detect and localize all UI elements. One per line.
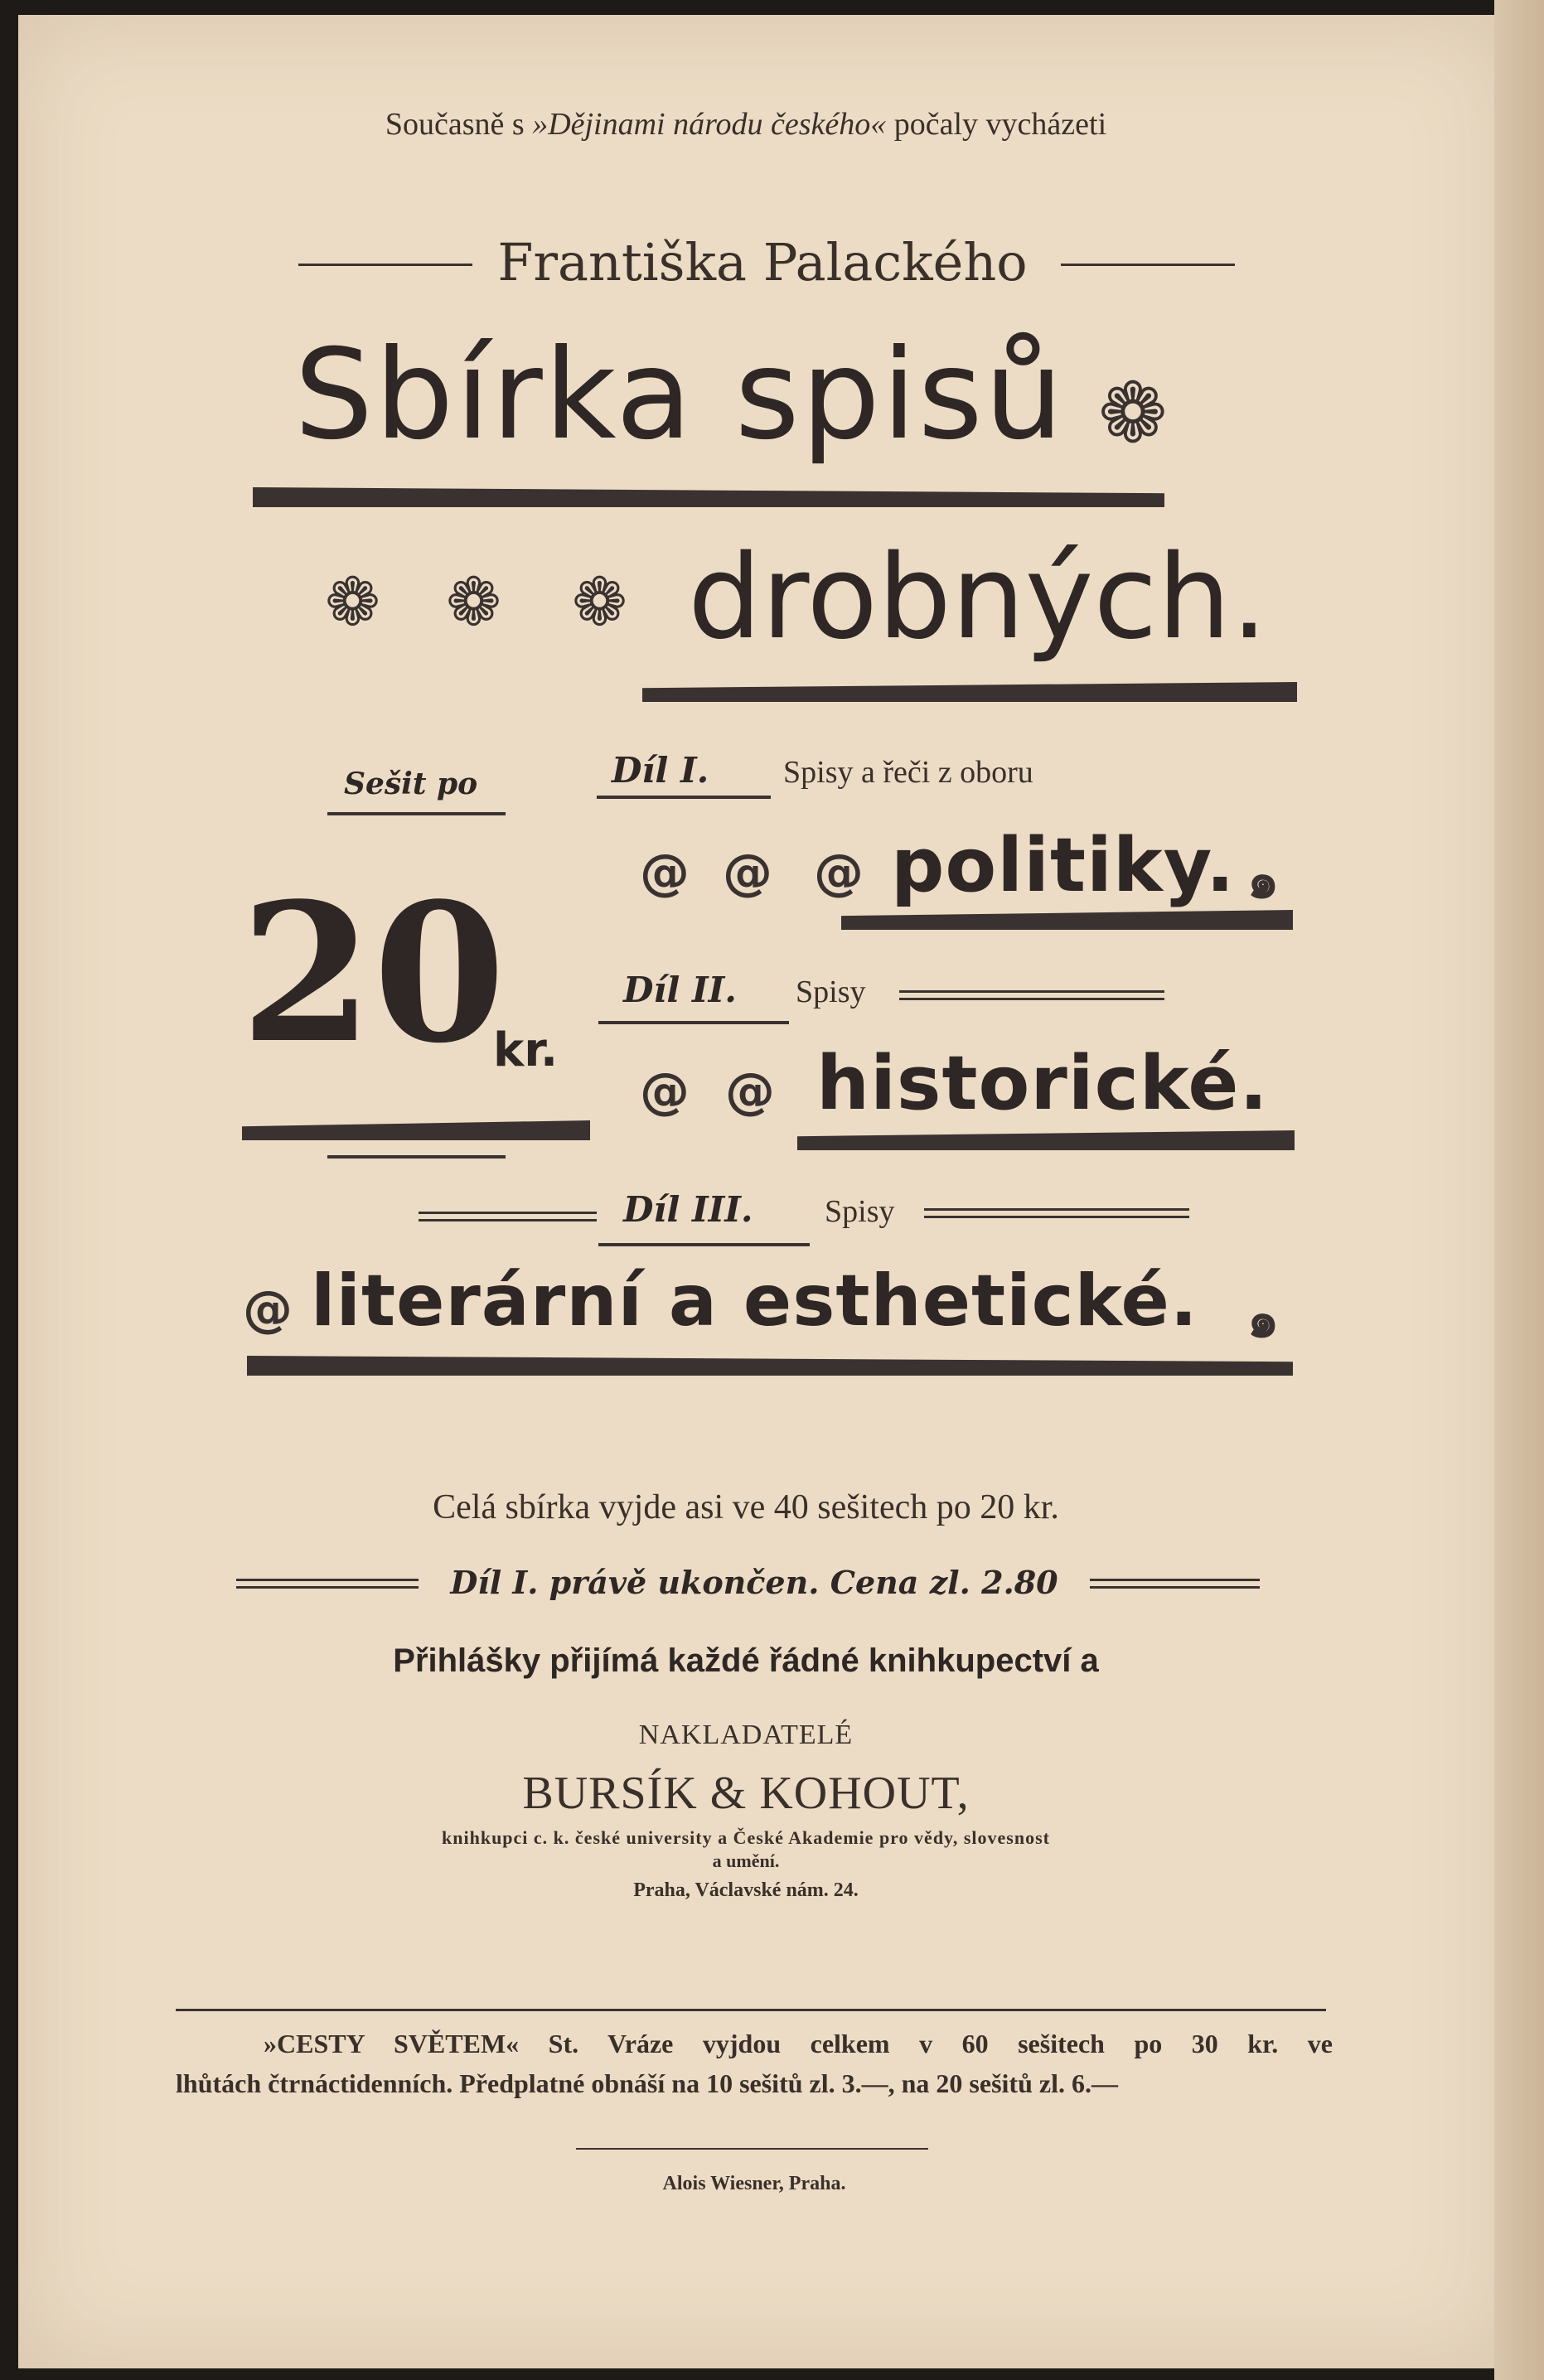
price-label: Sešit po [344,767,478,801]
header-italic: »Dějinami národu českého« [532,107,887,142]
price-amount: 20 [240,862,506,1086]
price-underline-thin [327,1155,506,1159]
publisher-label: NAKLADATELÉ [638,1720,854,1750]
publisher-address: Praha, Václavské nám. 24. [633,1879,859,1901]
swirl-icon: @ [640,844,690,902]
footer-notice-line1: »CESTY SVĚTEM« St. Vráze vyjdou celkem v 60 sešitech po 30 kr. ve [264,2029,1333,2058]
printer-rule [576,2148,928,2150]
publisher-desc1: knihkupci c. k. české university a České Akademie pro vědy, slovesnost [442,1827,1050,1848]
rosette-icon: ❁ [572,564,628,641]
paper-edge [1494,0,1544,2380]
author-name: Františka Palackého [497,232,1028,293]
title-line1: Sbírka spisů [294,323,1065,467]
header-line [0,106,1492,143]
publisher-desc2: a umění. [712,1850,780,1871]
rosette-icon: ❁ [325,564,381,641]
finished-info: Díl I. právě ukončen. Cena zl. 2.80 [450,1564,1058,1601]
header-suffix: počaly vycházeti [886,107,1107,142]
header-prefix: Současně s [385,107,533,142]
price-label-underline [327,812,506,815]
swirl-end-icon: ๑ [1247,1291,1280,1349]
part3-label: Díl III. [623,1189,753,1230]
swirl-icon: @ [723,844,772,902]
part2-double-rule [899,990,1164,1000]
author-rule-left [298,264,472,266]
footer-notice-line2: lhůtách čtrnáctidenních. Předplatné obnáší na 10 sešitů zl. 3.—, na 20 sešitů zl. 6.— [176,2068,1118,2098]
author-rule-right [1061,264,1235,266]
footer-rule [176,2009,1326,2011]
part2-subject: historické. [816,1040,1269,1127]
price-unit: kr. [493,1023,559,1077]
swirl-icon: @ [640,1062,690,1120]
printer-name: Alois Wiesner, Praha. [662,2173,846,2194]
part1-label-underline [597,796,771,799]
part3-label-underline [598,1243,810,1246]
swirl-icon: @ [814,844,864,902]
part2-label-underline [598,1021,789,1024]
finished-rule-right [1090,1579,1260,1589]
part3-double-rule-right [924,1208,1189,1218]
part3-subject: literární a esthetické. [311,1260,1198,1342]
part1-label: Díl I. [612,750,709,791]
rosette-icon: ❁ [446,564,502,641]
swirl-icon: @ [243,1280,293,1338]
part2-label: Díl II. [623,970,737,1010]
part1-desc: Spisy a řeči z oboru [783,755,1033,790]
total-info: Celá sbírka vyjde asi ve 40 sešitech po 20 kr. [433,1488,1059,1526]
part3-double-rule-left [419,1212,597,1221]
part3-desc: Spisy [825,1194,895,1229]
swirl-icon: @ [725,1062,775,1120]
part2-desc: Spisy [796,975,866,1009]
publisher-name: BURSÍK & KOHOUT, [522,1768,970,1819]
part1-subject: politiky. [891,822,1236,909]
rosette-icon: ❁ [1098,365,1168,462]
orders-info: Přihlášky přijímá každé řádné knihkupectví a [393,1642,1099,1679]
title-line2: drobných. [688,530,1268,665]
finished-rule-left [236,1579,419,1589]
swirl-end-icon: ๑ [1247,852,1280,910]
